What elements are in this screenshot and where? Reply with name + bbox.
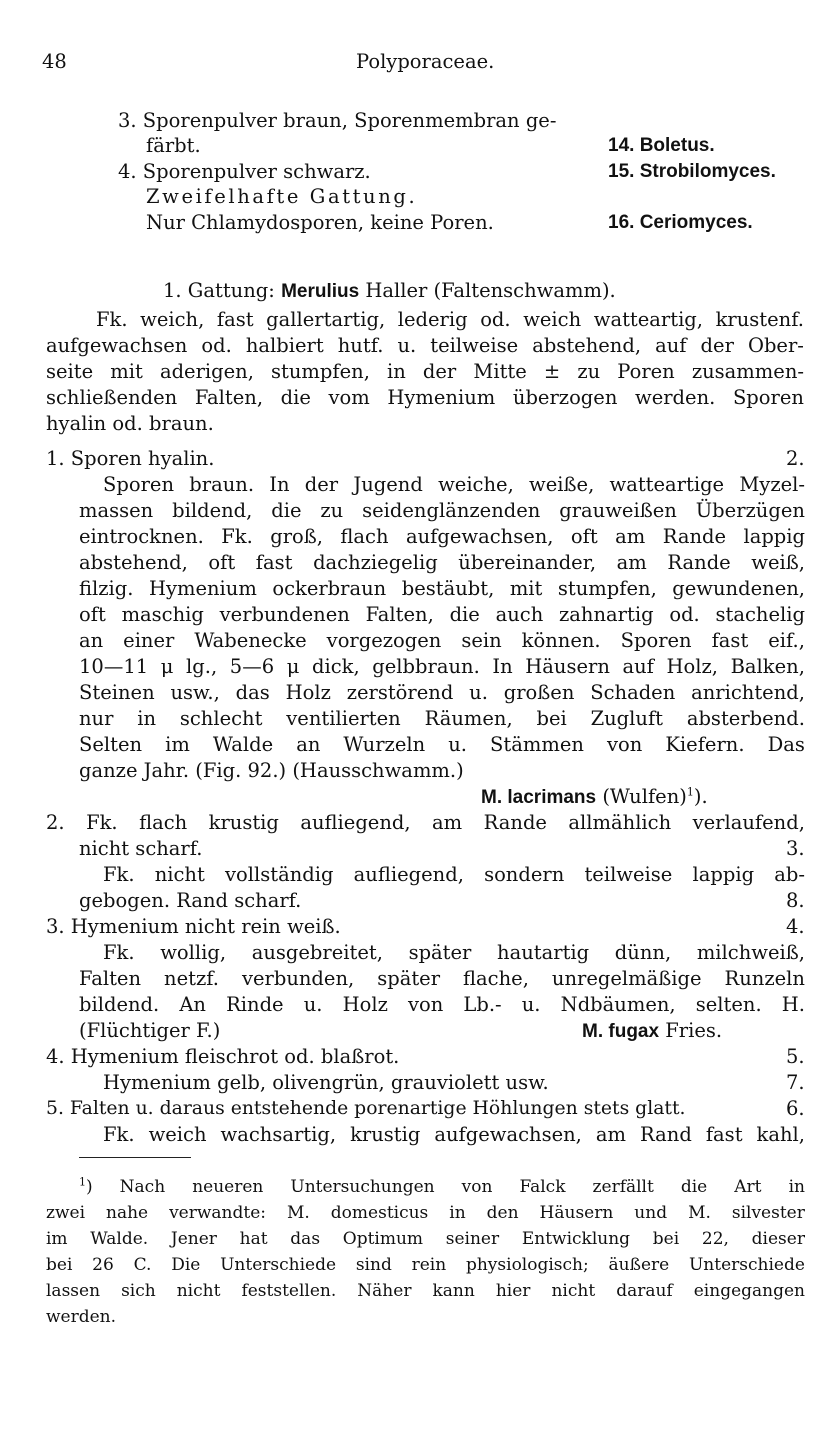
species-name: M. fugax bbox=[582, 1021, 660, 1042]
footnote-line: $^1$) Nach neueren Untersuchungen von Falck zerfällt die Art in bbox=[79, 1175, 805, 1197]
genus-desc-line: seite mit aderigen, stumpfen, in der Mitte ± zu Poren zusammen- bbox=[46, 360, 804, 383]
genus-heading-prefix: 1. Gattung: bbox=[163, 279, 275, 302]
genus-desc-line: aufgewachsen od. halbiert hutf. u. teilweise abstehend, auf der Ober- bbox=[46, 334, 804, 357]
key-couplet-5a: 5. Falten u. daraus entstehende porenartige Höhlungen stets glatt. bbox=[46, 1098, 686, 1119]
key-couplet-1b-line: oft maschig verbundenen Falten, die auch zahnartig od. stachelig bbox=[79, 603, 805, 626]
key-couplet-1b-line: nur in schlecht ventilierten Räumen, bei Zugluft absterbend. bbox=[79, 707, 805, 730]
key-couplet-1b-line: 10—11 μ lg., 5—6 μ dick, gelbbraun. In Häusern auf Holz, Balken, bbox=[79, 655, 805, 678]
genus-heading bbox=[163, 279, 616, 304]
footnote-rule bbox=[79, 1157, 191, 1158]
species-name: M. lacrimans bbox=[481, 787, 597, 808]
footnote-line: im Walde. Jener hat das Optimum seiner Entwicklung bei 22, dieser bbox=[46, 1229, 805, 1249]
footnote-marker: 1 bbox=[686, 785, 694, 799]
key-couplet-3b-line: bildend. An Rinde u. Holz von Lb.- u. Ndbäumen, selten. H. bbox=[79, 993, 805, 1016]
running-title: Polyporaceae. bbox=[356, 50, 495, 73]
key-couplet-1b-line: abstehend, oft fast dachziegelig übereinander, am Rande weiß, bbox=[79, 551, 805, 574]
key-couplet-2b-cont: gebogen. Rand scharf. bbox=[79, 889, 302, 912]
key-line-chlamydospores: Nur Chlamydosporen, keine Poren. bbox=[146, 211, 494, 234]
key-couplet-1b-line: Selten im Walde an Wurzeln u. Stämmen von Kiefern. Das bbox=[79, 733, 805, 756]
key-line-4: 4. Sporenpulver schwarz. bbox=[118, 160, 371, 183]
key-couplet-2b: Fk. nicht vollständig aufliegend, sondern teilweise lappig ab- bbox=[103, 863, 805, 886]
species-author-end: ). bbox=[693, 785, 708, 808]
key-line-3-cont: färbt. bbox=[146, 134, 201, 157]
genus-desc-line: Fk. weich, fast gallertartig, lederig od. weich watteartig, krustenf. bbox=[96, 308, 804, 331]
genus-result-strobilomyces: 15. Strobilomyces. bbox=[608, 161, 776, 182]
species-author: Fries. bbox=[665, 1019, 723, 1042]
key-couplet-1b-line: massen bildend, die zu seidenglänzenden grauweißen Überzügen bbox=[79, 499, 805, 522]
key-couplet-4a-target: 5. bbox=[786, 1045, 805, 1068]
key-couplet-2a: 2. Fk. flach krustig aufliegend, am Rande allmählich verlaufend, bbox=[46, 811, 805, 834]
key-couplet-3b-line: Falten netzf. verbunden, später flache, unregelmäßige Runzeln bbox=[79, 967, 805, 990]
footnote-mark: 1 bbox=[79, 1175, 86, 1189]
species-fugax bbox=[582, 1019, 722, 1044]
species-lacrimans bbox=[481, 785, 708, 810]
key-couplet-4b-target: 7. bbox=[786, 1071, 805, 1094]
key-couplet-2a-target: 3. bbox=[786, 837, 805, 860]
key-couplet-5b: Fk. weich wachsartig, krustig aufgewachsen, am Rand fast kahl, bbox=[103, 1123, 805, 1146]
genus-result-ceriomyces: 16. Ceriomyces. bbox=[608, 212, 753, 233]
footnote-line: lassen sich nicht feststellen. Näher kann hier nicht darauf eingegangen bbox=[46, 1281, 805, 1301]
key-couplet-1b-line: filzig. Hymenium ockerbraun bestäubt, mit stumpfen, gewundenen, bbox=[79, 577, 805, 600]
page-number: 48 bbox=[42, 50, 67, 73]
key-couplet-3a: 3. Hymenium nicht rein weiß. bbox=[46, 915, 341, 938]
genus-result-boletus: 14. Boletus. bbox=[608, 135, 715, 156]
footnote-line: bei 26 C. Die Unterschiede sind rein physiologisch; äußere Unterschiede bbox=[46, 1255, 805, 1275]
key-couplet-1b-line: an einer Wabenecke vorgezogen sein können. Sporen fast eif., bbox=[79, 629, 805, 652]
species-author: (Wulfen) bbox=[602, 785, 687, 808]
genus-heading-author: Haller (Faltenschwamm). bbox=[365, 279, 616, 302]
key-couplet-1a: 1. Sporen hyalin. bbox=[46, 447, 215, 470]
genus-name: Merulius bbox=[281, 281, 360, 302]
key-couplet-4a: 4. Hymenium fleischrot od. blaßrot. bbox=[46, 1045, 400, 1068]
key-couplet-1a-target: 2. bbox=[786, 447, 805, 470]
key-couplet-1b-line: Steinen usw., das Holz zerstörend u. großen Schaden anrichtend, bbox=[79, 681, 805, 704]
genus-desc-line: schließenden Falten, die vom Hymenium überzogen werden. Sporen bbox=[46, 386, 804, 409]
key-couplet-4b: Hymenium gelb, olivengrün, grauviolett usw. bbox=[103, 1071, 549, 1094]
key-couplet-5a-target: 6. bbox=[786, 1097, 805, 1120]
footnote-line: werden. bbox=[46, 1307, 117, 1327]
key-couplet-1b-line: ganze Jahr. (Fig. 92.) (Hausschwamm.) bbox=[79, 759, 464, 782]
genus-desc-line: hyalin od. braun. bbox=[46, 412, 214, 435]
key-couplet-3a-target: 4. bbox=[786, 915, 805, 938]
key-couplet-3b-line: (Flüchtiger F.) bbox=[79, 1019, 221, 1042]
doubtful-genus-label: Zweifelhafte Gattung. bbox=[146, 185, 418, 208]
key-couplet-2b-target: 8. bbox=[786, 889, 805, 912]
key-line-3: 3. Sporenpulver braun, Sporenmembran ge- bbox=[118, 109, 557, 132]
key-couplet-2a-cont: nicht scharf. bbox=[79, 837, 203, 860]
key-couplet-3b-line: Fk. wollig, ausgebreitet, später hautartig dünn, milchweiß, bbox=[103, 941, 805, 964]
footnote-line: zwei nahe verwandte: M. domesticus in den Häusern und M. silvester bbox=[46, 1203, 805, 1223]
key-couplet-1b-line: Sporen braun. In der Jugend weiche, weiße, watteartige Myzel- bbox=[103, 473, 805, 496]
key-couplet-1b-line: eintrocknen. Fk. groß, flach aufgewachsen, oft am Rande lappig bbox=[79, 525, 805, 548]
